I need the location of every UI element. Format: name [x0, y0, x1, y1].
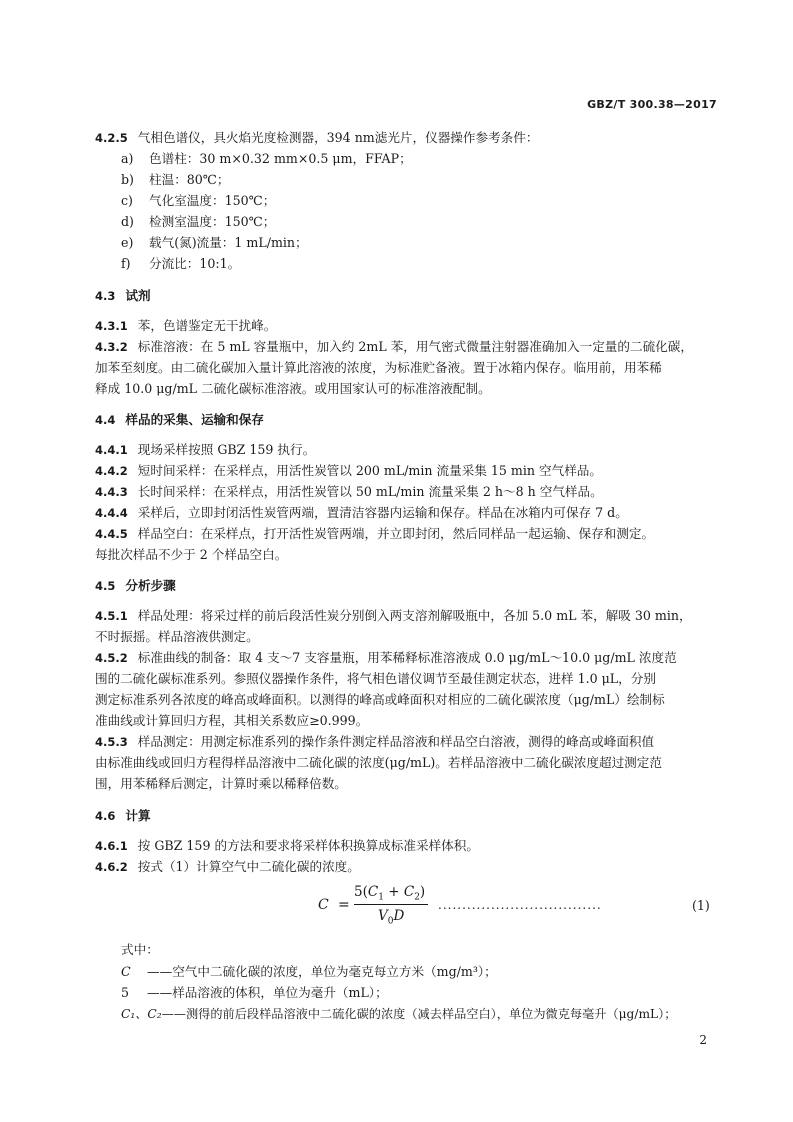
where-intro: 式中：	[121, 942, 159, 957]
clause-4-5-3	[95, 732, 654, 752]
numerator-coefficient: 5(	[354, 884, 368, 900]
clause-text: 按 GBZ 159 的方法和要求将采样体积换算成标准采样体积。	[137, 838, 479, 853]
where-desc: ——测得的前后段样品溶液中二硫化碳的浓度（减去样品空白），单位为微克每毫升（μg/mL）；	[161, 1007, 677, 1021]
list-item	[121, 149, 412, 169]
list-label: c)	[121, 193, 133, 208]
var-c1: C	[367, 884, 379, 900]
clause-text-cont: 加苯至刻度。由二硫化碳加入量计算此溶液的浓度，为标准贮备液。置于冰箱内保存。临用前，用苯稀	[95, 360, 662, 375]
clause-text: 短时间采样：在采样点，用活性炭管以 200 mL/min 流量采集 15 min 空气样品。	[137, 463, 602, 478]
list-item	[121, 212, 275, 232]
where-row	[121, 962, 497, 982]
sub-1: 1	[378, 892, 384, 903]
clause-number: 4.4.4	[95, 506, 128, 520]
clause-text-cont: 围，用苯稀释后测定，计算时乘以稀释倍数。	[95, 776, 347, 791]
list-text: 色谱柱：30 m×0.32 mm×0.5 μm，FFAP；	[149, 151, 412, 166]
clause-text-cont: 释成 10.0 μg/mL 二硫化碳标准溶液。或用国家认可的标准溶液配制。	[95, 381, 491, 396]
section-heading	[95, 286, 151, 306]
where-symbol: 5	[121, 985, 130, 1000]
list-text: 分流比：10:1。	[149, 256, 241, 271]
list-text: 载气(氮)流量：1 mL/min；	[149, 235, 308, 250]
where-row	[121, 983, 388, 1003]
clause-number: 4.3.1	[95, 319, 128, 333]
clause-text: 样品空白：在采样点，打开活性炭管两端，并立即封闭，然后同样品一起运输、保存和测定。	[137, 526, 655, 541]
clause-text: 现场采样按照 GBZ 159 执行。	[137, 442, 316, 457]
where-row	[121, 1004, 676, 1024]
plus-sign: +	[383, 884, 404, 900]
clause-number: 4.4.2	[95, 464, 128, 478]
formula-1	[318, 884, 718, 934]
section-title: 计算	[125, 808, 151, 823]
clause-4-4-2	[95, 461, 602, 481]
sub-2: 2	[414, 892, 420, 903]
clause-text: 标准曲线的制备：取 4 支～7 支容量瓶，用苯稀释标准溶液成 0.0 μg/mL～10.0 μg/mL 浓度范	[137, 650, 677, 665]
clause-text-cont: 测定标准系列各浓度的峰高或峰面积。以测得的峰高或峰面积对相应的二硫化碳浓度（μg/mL）绘制标	[95, 692, 665, 707]
section-heading	[95, 806, 151, 826]
clause-4-5-1	[95, 606, 692, 626]
standard-number: GBZ/T 300.38—2017	[587, 98, 717, 111]
clause-text: 标准溶液：在 5 mL 容量瓶中，加入约 2mL 苯，用气密式微量注射器准确加入一定量的二硫化碳，	[137, 339, 693, 354]
list-text: 检测室温度：150℃；	[149, 214, 276, 229]
list-item	[121, 170, 230, 190]
list-label: b)	[121, 172, 134, 187]
clause-text-cont: 围的二硫化碳标准系列。参照仪器操作条件，将气相色谱仪调节至最佳测定状态，进样 1.0 μL，分别	[95, 671, 656, 686]
var-c2: C	[403, 884, 415, 900]
section-heading	[95, 576, 176, 596]
clause-text: 样品处理：将采过样的前后段活性炭分别倒入两支溶剂解吸瓶中，各加 5.0 mL 苯，解吸 30 min，	[137, 608, 692, 623]
clause-text: 按式（1）计算空气中二硫化碳的浓度。	[137, 859, 360, 874]
section-number: 4.5	[95, 579, 116, 593]
formula-denominator	[378, 908, 404, 927]
clause-number: 4.4.3	[95, 485, 128, 499]
clause-number: 4.6.1	[95, 839, 128, 853]
clause-text-cont: 每批次样品不少于 2 个样品空白。	[95, 547, 288, 562]
clause-4-4-3	[95, 482, 603, 502]
clause-text: 气相色谱仪，具火焰光度检测器，394 nm滤光片，仪器操作参考条件：	[137, 130, 539, 145]
close-paren: )	[419, 884, 426, 900]
list-text: 柱温：80℃；	[149, 172, 230, 187]
list-item	[121, 191, 275, 211]
clause-4-4-4	[95, 503, 628, 523]
clause-number: 4.5.1	[95, 609, 128, 623]
clause-4-6-1	[95, 836, 479, 856]
clause-text: 采样后，立即封闭活性炭管两端，置清洁容器内运输和保存。样品在冰箱内可保存 7 d。	[137, 505, 628, 520]
formula-lhs: C	[318, 897, 329, 913]
list-item	[121, 233, 308, 253]
formula-numerator	[354, 884, 425, 903]
formula-equals: =	[338, 897, 350, 913]
clause-text-cont: 不时振摇。样品溶液供测定。	[95, 629, 259, 644]
list-item	[121, 254, 240, 274]
section-number: 4.4	[95, 413, 116, 427]
section-number: 4.6	[95, 809, 116, 823]
clause-number: 4.5.2	[95, 651, 128, 665]
clause-4-3-1	[95, 316, 276, 336]
clause-4-6-2	[95, 857, 360, 877]
clause-number: 4.4.1	[95, 443, 128, 457]
clause-text-cont: 由标准曲线或回归方程得样品溶液中二硫化碳的浓度(μg/mL)。若样品溶液中二硫化碳浓度超过测定范	[95, 755, 662, 770]
list-label: f)	[121, 256, 131, 271]
var-v: V	[378, 908, 388, 924]
clause-text-cont: 准曲线或计算回归方程，其相关系数应≥0.999。	[95, 713, 369, 728]
list-text: 气化室温度：150℃；	[149, 193, 276, 208]
clause-4-5-2	[95, 648, 677, 668]
clause-text: 苯，色谱鉴定无干扰峰。	[137, 318, 277, 333]
sub-0: 0	[387, 916, 394, 927]
clause-text: 长时间采样：在采样点，用活性炭管以 50 mL/min 流量采集 2 h～8 h 空气样品。	[137, 484, 603, 499]
leader-dots: ..................................	[438, 898, 602, 912]
list-label: d)	[121, 214, 134, 229]
list-label: e)	[121, 235, 134, 250]
var-d: D	[393, 908, 405, 924]
section-title: 试剂	[125, 288, 151, 303]
fraction-bar	[354, 904, 428, 905]
clause-number: 4.6.2	[95, 860, 128, 874]
page-number: 2	[699, 1033, 707, 1047]
clause-4-2-5	[95, 128, 538, 148]
where-desc: ——空气中二硫化碳的浓度，单位为毫克每立方米（mg/m³）；	[147, 964, 497, 979]
clause-text: 样品测定：用测定标准系列的操作条件测定样品溶液和样品空白溶液，测得的峰高或峰面积值	[137, 734, 655, 749]
where-desc: ——样品溶液的体积，单位为毫升（mL）；	[147, 985, 388, 1000]
clause-number: 4.4.5	[95, 527, 128, 541]
clause-number: 4.3.2	[95, 340, 128, 354]
formula-number: (1)	[692, 898, 710, 913]
where-symbol: C₁、C₂	[121, 1007, 162, 1021]
clause-number: 4.2.5	[95, 131, 128, 145]
clause-4-4-5	[95, 524, 654, 544]
clause-4-3-2	[95, 337, 693, 357]
clause-number: 4.5.3	[95, 735, 128, 749]
section-title: 分析步骤	[125, 578, 176, 593]
section-title: 样品的采集、运输和保存	[125, 412, 264, 427]
section-heading	[95, 410, 264, 430]
section-number: 4.3	[95, 289, 116, 303]
list-label: a)	[121, 151, 134, 166]
where-symbol: C	[121, 964, 131, 979]
clause-4-4-1	[95, 440, 315, 460]
